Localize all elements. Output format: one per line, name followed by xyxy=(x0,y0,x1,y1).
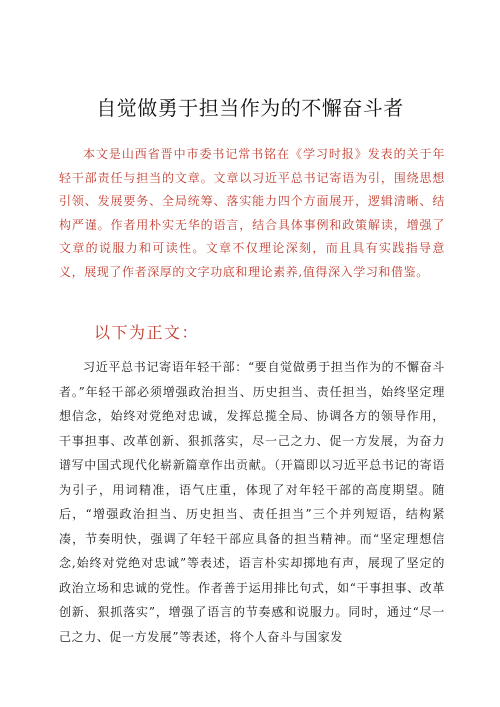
document-title: 自觉做勇于担当作为的不懈奋斗者 xyxy=(96,96,404,120)
summary-paragraph: 本文是山西省晋中市委书记常书铭在《学习时报》发表的关于年轻干部责任与担当的文章。文章以习近平总书记寄语为引，围绕思想引领、发展要务、全局统筹、落实能力四个方面展开，逻辑清晰、结构严谨。作者用朴实无华的语言，结合具体事例和政策解读，增强了文章的说服力和可读性。文章不仅理论深刻，而且具有实践指导意义，展现了作者深厚的文字功底和理论素养,值得深入学习和借鉴。 xyxy=(59,147,445,279)
section-heading: 以下为正文： xyxy=(94,323,200,342)
body-paragraph: 习近平总书记寄语年轻干部：“要自觉做勇于担当作为的不懈奋斗者。”年轻干部必须增强政治担当、历史担当、责任担当，始终坚定理想信念，始终对党绝对忠诚，发挥总揽全局、协调各方的领导作用，干事担事、改革创新、狠抓落实，尽一己之力、促一方发展，为奋力谱写中国式现代化崭新篇章作出贡献。（开篇即以习近平总书记的寄语为引子，用词精准，语气庄重，体现了对年轻干部的高度期望。随后，“增强政治担当、历史担当、责任担当”三个并列短语，结构紧凑，节奏明快，强调了年轻干部应具备的担当精神。而“坚定理想信念,始终对党绝对忠诚”等表述，语言朴实却掷地有声，展现了坚定的政治立场和忠诚的党性。作者善于运用排比句式，如“干事担事、改革创新、狠抓落实”，增强了语言的节奏感和说服力。同时，通过“尽一己之力、促一方发展”等表述，将个人奋斗与国家发 xyxy=(59,360,445,644)
